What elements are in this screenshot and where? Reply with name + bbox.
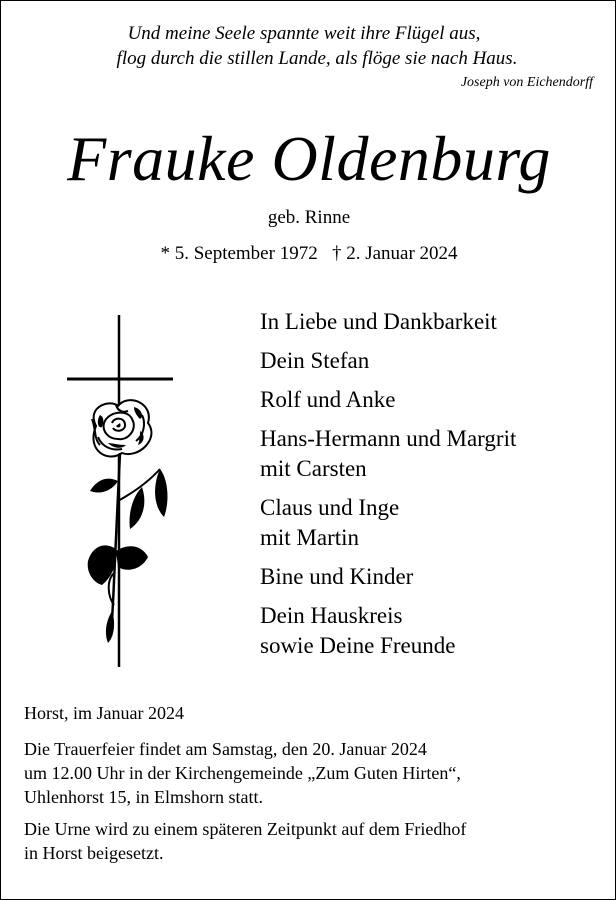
mourner-line: Hans-Hermann und Margrit [260,426,517,451]
mourner-entry [260,385,516,415]
poem-quote [1,21,616,71]
urn-line: Die Urne wird zu einem späteren Zeitpunkt auf dem Friedhof [24,819,467,839]
mourner-entry [260,562,516,592]
mourner-entry [260,493,516,553]
mourners-intro: In Liebe und Dankbarkeit [260,309,497,334]
mourner-line: Rolf und Anke [260,387,396,412]
life-dates [1,243,616,265]
cross-with-rose-icon [56,311,191,671]
place-and-date: Horst, im Januar 2024 [24,703,184,723]
urn-info [24,817,599,865]
funeral-line: um 12.00 Uhr in der Kirchengemeinde „Zum Guten Hirten“, [24,763,461,783]
notice-footer [24,701,599,865]
mourner-entry [260,424,516,484]
urn-line: in Horst beigesetzt. [24,843,164,863]
poem-line: Und meine Seele spannte weit ihre Flügel aus, [127,23,481,44]
death-date: † 2. Januar 2024 [331,243,458,264]
birth-date: * 5. September 1972 [160,243,318,264]
deceased-name: Frauke Oldenburg [67,123,551,194]
poem-line: flog durch die stillen Lande, als flöge sie nach Haus. [116,48,518,69]
poem-author: Joseph von Eichendorff [460,75,593,90]
mourner-line: mit Martin [260,525,360,550]
funeral-line: Uhlenhorst 15, in Elmshorn statt. [24,787,263,807]
mourner-entry [260,601,516,661]
mourner-line: Bine und Kinder [260,564,414,589]
mourner-line: sowie Deine Freunde [260,633,456,658]
mourner-line: Claus und Inge [260,495,400,520]
funeral-line: Die Trauerfeier findet am Samstag, den 20. Januar 2024 [24,739,427,759]
funeral-info [24,737,599,809]
mourner-entry [260,346,516,376]
mourner-line: Dein Stefan [260,348,370,373]
mourner-line: mit Carsten [260,456,367,481]
mourners-list [260,307,516,670]
birth-name: geb. Rinne [267,207,351,228]
mourner-line: Dein Hauskreis [260,603,403,628]
